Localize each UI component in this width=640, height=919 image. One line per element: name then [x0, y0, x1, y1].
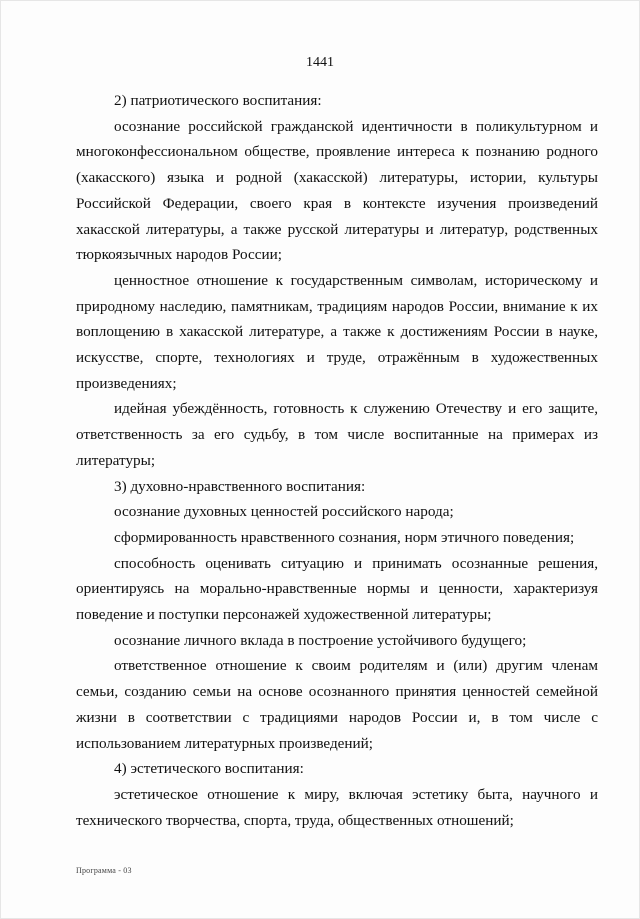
paragraph: способность оценивать ситуацию и принимать осознанные решения, ориентируясь на морально-нравственные нормы и ценности, характеризуя поведение и поступки персонажей художественной литературы; [76, 554, 598, 624]
paragraph: осознание духовных ценностей российского народа; [114, 503, 454, 521]
paragraph: осознание личного вклада в построение устойчивого будущего; [114, 631, 527, 649]
document-body [76, 88, 598, 833]
paragraph: сформированность нравственного сознания, норм этичного поведения; [114, 528, 575, 546]
section-heading-patriotic: 2) патриотического воспитания: [114, 92, 322, 109]
paragraph: ответственное отношение к своим родителям и (или) другим членам семьи, созданию семьи на основе осознанного принятия ценностей семейной жизни в соответствии с традициями народов России и, в том числе с использованием литературных произведений; [76, 657, 598, 752]
paragraph: идейная убеждённость, готовность к служению Отечеству и его защите, ответственность за его судьбу, в том числе воспитанные на примерах из литературы; [76, 400, 598, 469]
section-heading-aesthetic: 4) эстетического воспитания: [114, 760, 304, 778]
paragraph: осознание российской гражданской идентичности в поликультурном и многоконфессиональном обществе, проявление интереса к познанию родного (хакасского) языка и родной (хакасской) литературы, истории, культуры Российской Федерации, своего края в контексте изучения произведений хакасской литературы, а также русской литературы и литератур, родственных тюркоязычных народов России; [76, 117, 598, 264]
page-footer: Программа - 03 [76, 866, 132, 875]
paragraph: ценностное отношение к государственным символам, историческому и природному наследию, памятникам, традициям народов России, внимание к их воплощению в хакасской литературе, а также к достижениям России в науке, искусстве, спорте, технологиях и труде, отражённым в художественных произведениях; [76, 271, 598, 392]
page-number: 1441 [306, 55, 334, 70]
section-heading-spiritual-moral: 3) духовно-нравственного воспитания: [114, 477, 366, 495]
paragraph: эстетическое отношение к миру, включая эстетику быта, научного и технического творчества, спорта, труда, общественных отношений; [76, 785, 598, 829]
